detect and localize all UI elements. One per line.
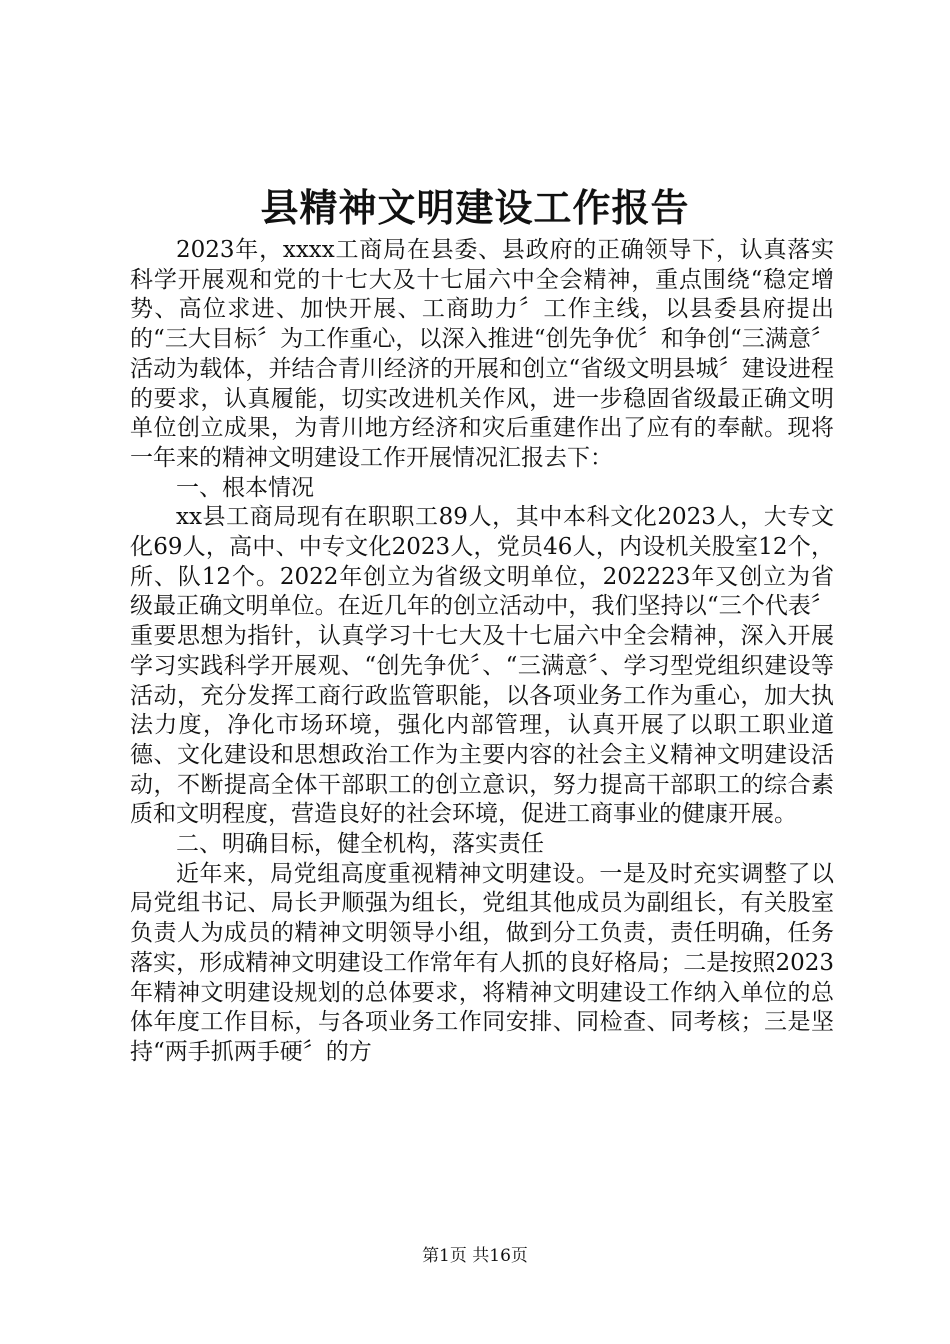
section-heading-basic-situation: 一、根本情况 [176,474,314,501]
paragraph-intro: 2023年，xxxx工商局在县委、县政府的正确领导下，认真落实科学开展观和党的十七大及十七届六中全会精神，重点围绕“稳定增势、高位求进、加快开展、工商助力〞工作主线，以县委县府提出的“三大目标〞为工作重心，以深入推进“创先争优〞和争创“三满意〞活动为载体，并结合青川经济的开展和创立“省级文明县城〞建设进程的要求，认真履能，切实改进机关作风，进一步稳固省级最正确文明单位创立成果，为青川地方经济和灾后重建作出了应有的奉献。现将一年来的精神文明建设工作开展情况汇报去下： [130,237,834,471]
document-title: 县精神文明建设工作报告 [260,185,690,230]
page-number-footer: 第1页 共16页 [422,1246,528,1266]
paragraph-goals: 近年来，局党组高度重视精神文明建设。一是及时充实调整了以局党组书记、局长尹顺强为组长，党组其他成员为副组长，有关股室负责人为成员的精神文明领导小组，做到分工负责，责任明确，任务落实，形成精神文明建设工作常年有人抓的良好格局；二是按照2023年精神文明建设规划的总体要求，将精神文明建设工作纳入单位的总体年度工作目标，与各项业务工作同安排、同检查、同考核；三是坚持“两手抓两手硬〞的方 [130,860,834,1065]
section-heading-goals: 二、明确目标，健全机构，落实责任 [176,831,544,858]
document-body [130,236,834,1068]
paragraph-basic-situation: xx县工商局现有在职职工89人，其中本科文化2023人，大专文化69人，高中、中专文化2023人，党员46人，内设机关股室12个，所、队12个。2022年创立为省级文明单位，202223年又创立为省级最正确文明单位。在近几年的创立活动中，我们坚持以“三个代表〞重要思想为指针，认真学习十七大及十七届六中全会精神，深入开展学习实践科学开展观、“创先争优〞、“三满意〞、学习型党组织建设等活动，充分发挥工商行政监管职能，以各项业务工作为重心，加大执法力度，净化市场环境，强化内部管理，认真开展了以职工职业道德、文化建设和思想政治工作为主要内容的社会主义精神文明建设活动，不断提高全体干部职工的创立意识，努力提高干部职工的综合素质和文明程度，营造良好的社会环境，促进工商事业的健康开展。 [130,504,834,828]
